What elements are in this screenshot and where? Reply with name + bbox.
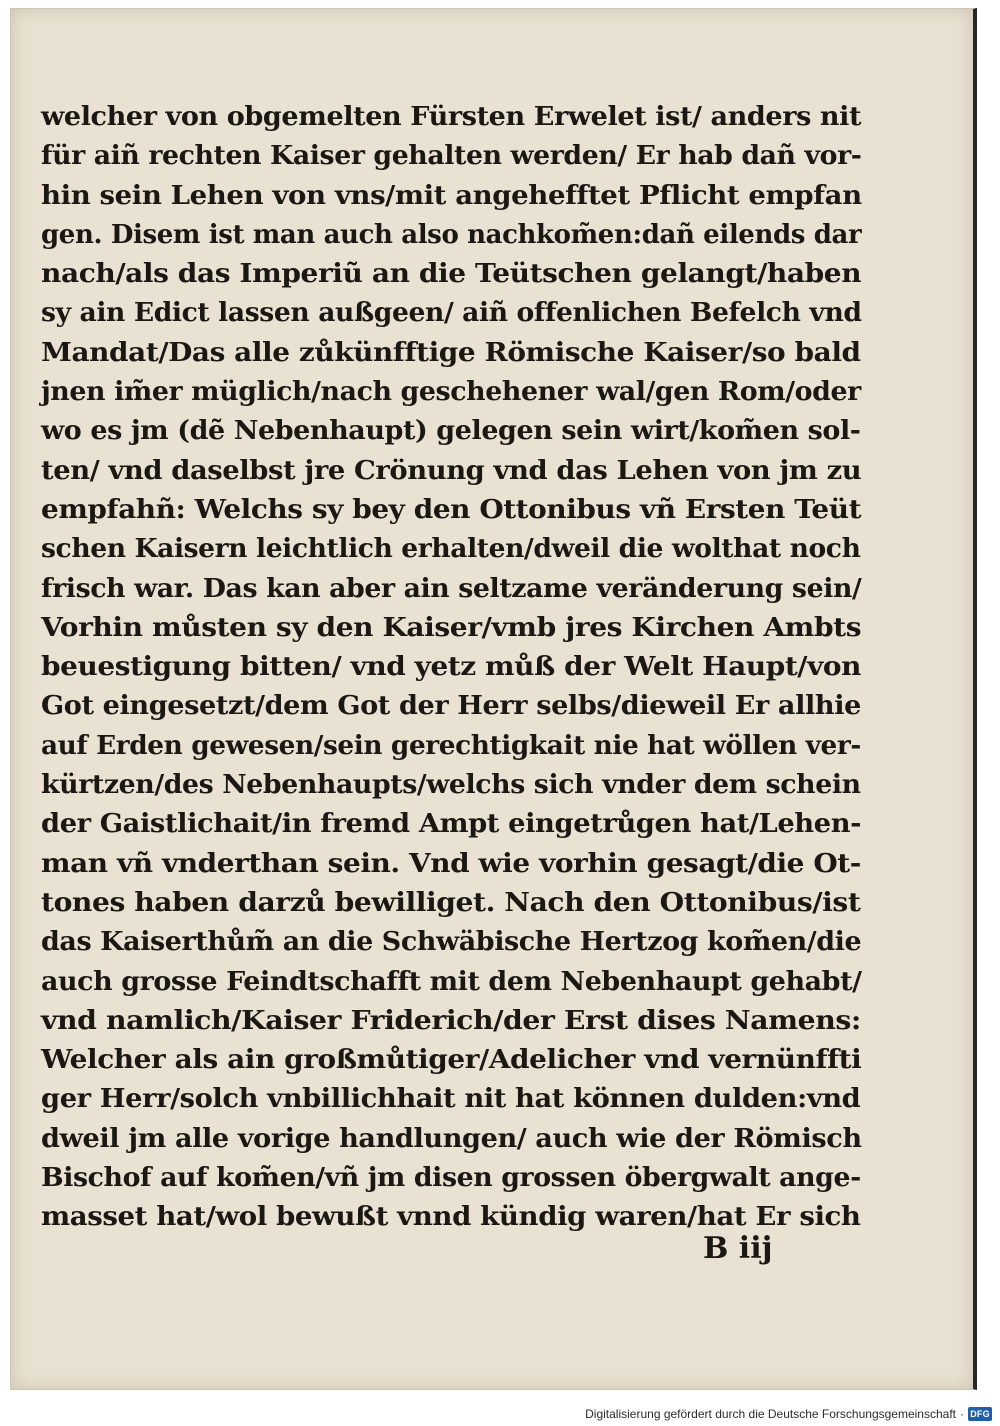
dfg-logo-icon: DFG bbox=[968, 1407, 992, 1421]
body-text bbox=[41, 97, 861, 1237]
text-line: man vñ vnderthan sein. Vnd wie vorhin gesagt/die Ot- bbox=[41, 847, 861, 879]
text-line: jnen im̃er müglich/nach geschehener wal/gen Rom/oder bbox=[41, 376, 861, 408]
text-line: auch grosse Feindtschafft mit dem Nebenhaupt gehabt/ bbox=[41, 965, 862, 997]
text-line: der Gaistlichait/in fremd Ampt eingetrůgen hat/Lehen- bbox=[41, 808, 862, 840]
separator-dot: · bbox=[960, 1407, 964, 1421]
text-line: tones haben darzů bewilliget. Nach den Ottonibus/ist bbox=[41, 886, 861, 918]
text-line: dweil jm alle vorige handlungen/ auch wie der Römisch bbox=[41, 1122, 862, 1154]
text-line: sy ain Edict lassen außgeen/ aiñ offenlichen Befelch vnd bbox=[41, 297, 862, 329]
text-line: ten/ vnd daselbst jre Crönung vnd das Lehen von jm zu bbox=[41, 454, 862, 486]
book-page bbox=[10, 8, 977, 1390]
text-line: nach/als das Imperiũ an die Teütschen gelangt/haben bbox=[41, 258, 862, 290]
text-line: Mandat/Das alle zůkünfftige Römische Kaiser/so bald bbox=[41, 336, 861, 368]
text-line: masset hat/wol bewußt vnnd kündig waren/hat Er sich bbox=[41, 1201, 861, 1233]
text-line: Got eingesetzt/dem Got der Herr selbs/dieweil Er allhie bbox=[41, 690, 861, 722]
text-line: für aiñ rechten Kaiser gehalten werden/ Er hab dañ vor- bbox=[41, 140, 862, 172]
text-line: auf Erden gewesen/sein gerechtigkait nie hat wöllen ver- bbox=[41, 729, 861, 761]
text-line: hin sein Lehen von vns/mit angehefftet Pflicht empfan bbox=[41, 179, 862, 211]
funding-credit: Digitalisierung gefördert durch die Deutsche Forschungsgemeinschaft bbox=[585, 1407, 956, 1421]
text-line: frisch war. Das kan aber ain seltzame veränderung sein/ bbox=[41, 572, 862, 604]
text-line: wo es jm (dẽ Nebenhaupt) gelegen sein wirt/kom̃en sol- bbox=[41, 415, 861, 447]
text-line: beuestigung bitten/ vnd yetz můß der Welt Haupt/von bbox=[41, 651, 861, 683]
footer bbox=[585, 1404, 992, 1424]
text-line: empfahñ: Welchs sy bey den Ottonibus vñ Ersten Teüt bbox=[41, 493, 862, 525]
text-line: kürtzen/des Nebenhaupts/welchs sich vnder dem schein bbox=[41, 769, 861, 801]
text-line: Welcher als ain großmůtiger/Adelicher vnd vernünffti bbox=[41, 1044, 862, 1076]
text-line: Vorhin můsten sy den Kaiser/vmb jres Kirchen Ambts bbox=[41, 611, 862, 643]
text-line: vnd namlich/Kaiser Friderich/der Erst dises Namens: bbox=[41, 1004, 861, 1036]
text-line: ger Herr/solch vnbillichhait nit hat können dulden:vnd bbox=[41, 1083, 861, 1115]
signature-mark: B iij bbox=[703, 1231, 773, 1266]
text-line: schen Kaisern leichtlich erhalten/dweil die wolthat noch bbox=[41, 533, 861, 565]
text-line: welcher von obgemelten Fürsten Erwelet ist/ anders nit bbox=[41, 101, 862, 132]
text-line: das Kaiserthům̃ an die Schwäbische Hertzog kom̃en/die bbox=[41, 926, 862, 958]
text-line: gen. Disem ist man auch also nachkom̃en:dañ eilends dar bbox=[41, 218, 862, 250]
text-line: Bischof auf kom̃en/vñ jm disen grossen öbergwalt ange- bbox=[41, 1162, 861, 1194]
